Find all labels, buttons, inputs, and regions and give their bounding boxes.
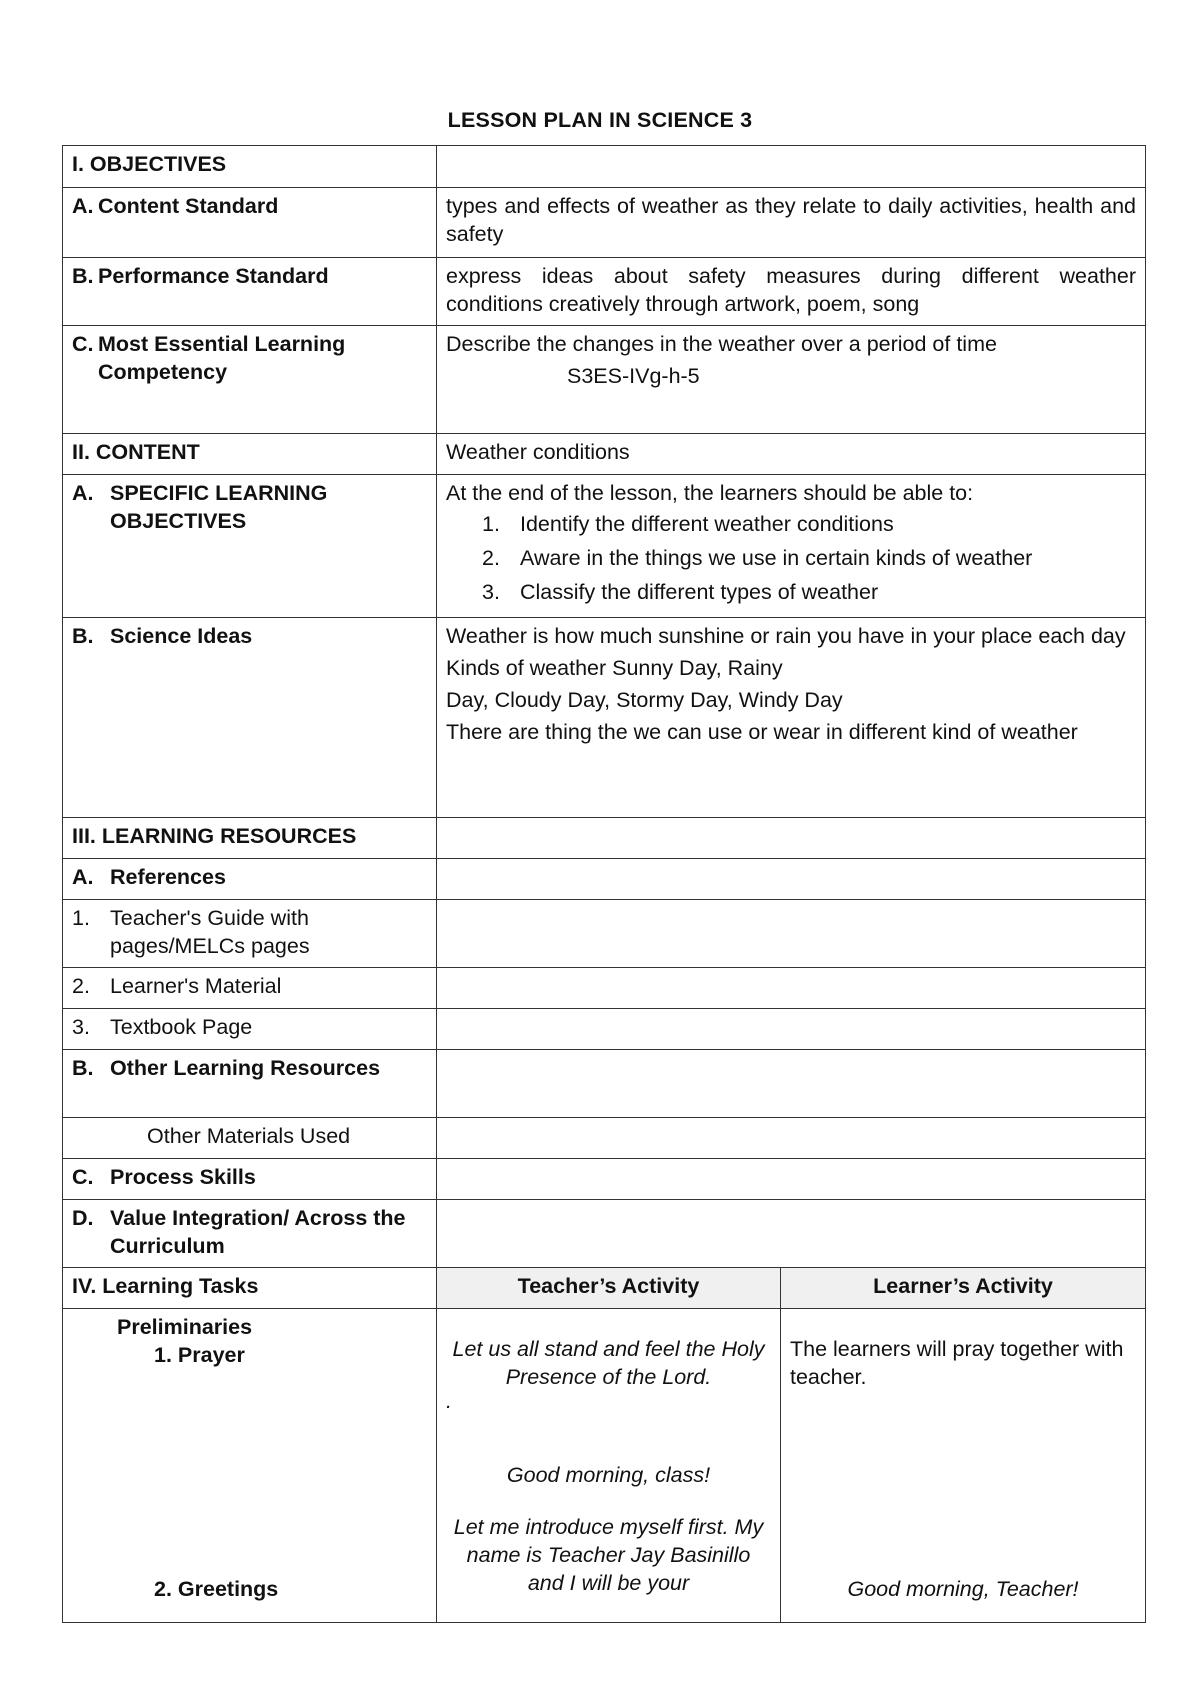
textbook-page-label: Textbook Page — [110, 1015, 253, 1039]
textbook-page-value — [437, 1009, 1146, 1050]
other-materials-label: Other Materials Used — [63, 1118, 437, 1159]
specific-objectives-row — [63, 475, 1146, 618]
science-ideas-row — [63, 618, 1146, 818]
page-title: LESSON PLAN IN SCIENCE 3 — [447, 108, 753, 132]
other-materials-value — [437, 1118, 1146, 1159]
other-resources-row — [63, 1050, 1146, 1118]
references-value — [437, 859, 1146, 900]
content-standard-label-cell — [63, 188, 437, 258]
list-item: 2. Aware in the things we use in certain kinds of weather — [482, 546, 1033, 570]
performance-standard-row — [63, 258, 1146, 326]
content-standard-row — [63, 188, 1146, 258]
content-heading: II. CONTENT — [63, 434, 437, 475]
teachers-guide-num: 1. — [72, 906, 90, 930]
content-row — [63, 434, 1146, 475]
learners-material-label: Learner's Material — [110, 974, 282, 998]
tasks-header-row — [63, 1268, 1146, 1309]
specific-objectives-label-cell — [63, 475, 437, 618]
teacher-activity-cell — [437, 1309, 781, 1623]
performance-standard-letter: B. — [72, 264, 94, 288]
performance-standard-label-cell — [63, 258, 437, 326]
teachers-guide-label-cell — [63, 900, 437, 968]
teacher-greeting-text: Good morning, class! — [506, 1463, 711, 1487]
list-item: 3. Classify the different types of weather — [482, 580, 879, 604]
teachers-guide-label: Teacher's Guide with pages/MELCs pages — [110, 906, 310, 958]
textbook-page-label-cell — [63, 1009, 437, 1050]
specific-objectives-letter: A. — [72, 481, 94, 505]
references-label-cell — [63, 859, 437, 900]
value-integration-row — [63, 1200, 1146, 1268]
references-row — [63, 859, 1146, 900]
learners-material-label-cell — [63, 968, 437, 1009]
other-resources-letter: B. — [72, 1056, 94, 1080]
process-skills-letter: C. — [72, 1165, 94, 1189]
other-resources-label-cell — [63, 1050, 437, 1118]
science-idea-line: Kinds of weather Sunny Day, Rainy — [446, 656, 783, 680]
learner-greeting-text: Good morning, Teacher! — [847, 1577, 1079, 1601]
tasks-heading: IV. Learning Tasks — [63, 1268, 437, 1309]
specific-objectives-value-cell — [437, 475, 1146, 618]
learners-material-row — [63, 968, 1146, 1009]
objectives-heading: I. OBJECTIVES — [63, 146, 437, 188]
value-integration-label: Value Integration/ Across the Curriculum — [110, 1206, 406, 1258]
learners-material-num: 2. — [72, 974, 90, 998]
melc-row — [63, 326, 1146, 434]
textbook-page-row — [63, 1009, 1146, 1050]
process-skills-value — [437, 1159, 1146, 1200]
specific-objectives-label: SPECIFIC LEARNING OBJECTIVES — [110, 481, 328, 533]
resources-value — [437, 818, 1146, 859]
science-ideas-label: Science Ideas — [110, 624, 253, 648]
learner-activity-cell — [781, 1309, 1146, 1623]
teacher-dot: . — [446, 1389, 452, 1413]
preliminaries-cell — [63, 1309, 437, 1623]
teachers-guide-row — [63, 900, 1146, 968]
process-skills-label: Process Skills — [110, 1165, 256, 1189]
melc-label: Most Essential Learning Competency — [98, 332, 346, 384]
lesson-plan-table — [62, 145, 1146, 1623]
teachers-guide-value — [437, 900, 1146, 968]
references-label: References — [110, 865, 226, 889]
content-standard-label: Content Standard — [98, 194, 279, 218]
references-letter: A. — [72, 865, 94, 889]
resources-heading: III. LEARNING RESOURCES — [63, 818, 437, 859]
value-integration-label-cell — [63, 1200, 437, 1268]
science-idea-line: There are thing the we can use or wear in different kind of weather — [446, 720, 1078, 744]
other-resources-value — [437, 1050, 1146, 1118]
melc-label-cell — [63, 326, 437, 434]
process-skills-label-cell — [63, 1159, 437, 1200]
prayer-label: 1. Prayer — [154, 1343, 245, 1367]
preliminaries-label: Preliminaries — [117, 1315, 253, 1339]
specific-objectives-intro: At the end of the lesson, the learners should be able to: — [446, 481, 974, 505]
melc-code: S3ES-IVg-h-5 — [567, 364, 700, 388]
teacher-activity-header: Teacher’s Activity — [437, 1268, 781, 1309]
learner-activity-header: Learner’s Activity — [781, 1268, 1146, 1309]
teacher-prayer-text: Let us all stand and feel the Holy Presence of the Lord. — [452, 1337, 765, 1389]
learners-material-value — [437, 968, 1146, 1009]
objectives-value — [437, 146, 1146, 188]
teacher-intro-text: Let me introduce myself first. My name is Teacher Jay Basinillo and I will be your — [453, 1515, 764, 1595]
learner-prayer-text: The learners will pray together with teacher. — [790, 1337, 1124, 1389]
content-value: Weather conditions — [437, 434, 1146, 475]
preliminaries-row — [63, 1309, 1146, 1623]
value-integration-value — [437, 1200, 1146, 1268]
performance-standard-value: express ideas about safety measures during different weather conditions creatively through artwork, poem, song — [437, 258, 1146, 326]
melc-letter: C. — [72, 332, 94, 356]
science-idea-line: Weather is how much sunshine or rain you have in your place each day — [446, 624, 1126, 648]
performance-standard-label: Performance Standard — [98, 264, 329, 288]
other-resources-label: Other Learning Resources — [110, 1056, 381, 1080]
melc-value-cell — [437, 326, 1146, 434]
list-item: 1. Identify the different weather conditions — [482, 512, 894, 536]
textbook-page-num: 3. — [72, 1015, 90, 1039]
content-standard-value: types and effects of weather as they relate to daily activities, health and safety — [437, 188, 1146, 258]
science-ideas-letter: B. — [72, 624, 94, 648]
science-ideas-value-cell — [437, 618, 1146, 818]
process-skills-row — [63, 1159, 1146, 1200]
content-standard-letter: A. — [72, 194, 94, 218]
science-idea-line: Day, Cloudy Day, Stormy Day, Windy Day — [446, 688, 843, 712]
value-integration-letter: D. — [72, 1206, 94, 1230]
resources-row — [63, 818, 1146, 859]
objectives-row — [63, 146, 1146, 188]
other-materials-row — [63, 1118, 1146, 1159]
melc-value: Describe the changes in the weather over a period of time — [446, 332, 997, 356]
science-ideas-label-cell — [63, 618, 437, 818]
greetings-label: 2. Greetings — [154, 1577, 279, 1601]
